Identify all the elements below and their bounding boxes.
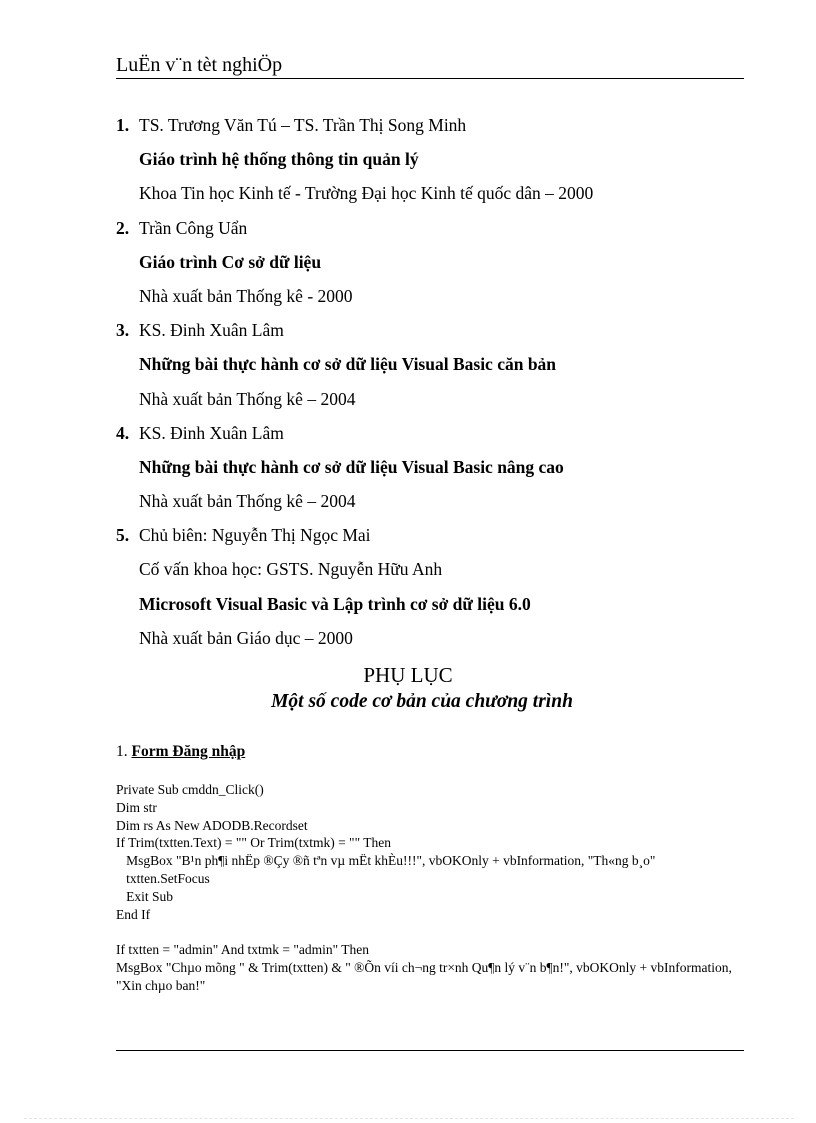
code-line: txtten.SetFocus [116,870,210,886]
reference-3-title-line [116,352,736,386]
reference-2-title-line [116,250,736,284]
appendix-title: PHỤ LỤC [363,663,453,687]
reference-3-number: 3. [116,320,130,341]
code-line: Private Sub cmddn_Click() [116,782,264,797]
reference-2-publisher: Nhà xuất bản Thống kê - 2000 [139,285,353,306]
reference-5-number: 5. [116,525,130,546]
code-line: Exit Sub [116,888,174,904]
reference-1-number: 1. [116,115,130,135]
reference-3-publisher: Nhà xuất bản Thống kê – 2004 [139,388,356,409]
reference-2-number: 2. [116,217,130,238]
header-divider [116,78,744,79]
code-line: If Trim(txtten.Text) = "" Or Trim(txtmk) = "" Then [116,835,391,851]
code-line: Dim rs As New ADODB.Recordset [116,817,308,833]
reference-4-publisher: Nhà xuất bản Thống kê – 2004 [139,491,356,512]
reference-3-author-line [116,318,736,352]
code-line: Dim str [116,799,157,815]
reference-5-title: Microsoft Visual Basic và Lập trình cơ sở dữ liệu 6.0 [139,593,531,614]
reference-1-author-line [116,113,736,147]
footer-divider [116,1050,744,1051]
reference-1-title: Giáo trình hệ thống thông tin quản lý [139,149,419,170]
code-line: End If [116,906,151,922]
section-title: Form Đăng nhập [131,743,246,760]
reference-1-title-line [116,147,736,181]
reference-4-number: 4. [116,422,130,443]
code-line: If txtten = "admin" And txtmk = "admin" Then [116,942,369,958]
reference-4-title: Những bài thực hành cơ sở dữ liệu Visual Basic nâng cao [139,456,564,477]
reference-1-author: TS. Trương Văn Tú – TS. Trần Thị Song Minh [139,115,467,135]
appendix-subtitle: Một số code cơ bản của chương trình [271,691,573,712]
code-line-blank [116,923,746,941]
reference-2-author-line [116,216,736,250]
running-header-title: LuËn v¨n tèt nghiÖp [116,54,283,76]
reference-5-title-line [116,592,736,626]
reference-2-author: Trần Công Uẩn [139,217,248,238]
reference-4-title-line [116,455,736,489]
reference-5-advisor: Cố vấn khoa học: GSTS. Nguyễn Hữu Anh [139,559,443,580]
code-line: MsgBox "B¹n ph¶i nhËp ®Çy ®ñ tªn vµ mËt khÈu!!!", vbOKOnly + vbInformation, "Th«ng b¸o" [116,853,656,869]
reference-5-author-line [116,523,736,557]
reference-3-title: Những bài thực hành cơ sở dữ liệu Visual Basic căn bản [139,354,557,375]
code-block [116,781,746,995]
reference-5-publisher: Nhà xuất bản Giáo dục – 2000 [139,627,353,648]
reference-3-author: KS. Đinh Xuân Lâm [139,320,284,341]
code-line: MsgBox "Chµo mõng " & Trim(txtten) & " ®Õn víi ch¬ng tr×nh Qu¶n lý v¨n b¶n!", vbOKOnly + vbInformation, "Xin chµo ban!" [116,959,732,993]
section-heading [116,742,245,762]
reference-list [116,113,736,660]
reference-4-author: KS. Đinh Xuân Lâm [139,422,284,443]
reference-5-author: Chủ biên: Nguyễn Thị Ngọc Mai [139,525,371,546]
page-edge [24,1118,794,1119]
section-number: 1. [116,743,128,760]
reference-4-author-line [116,421,736,455]
reference-1-publisher: Khoa Tin học Kinh tế - Trường Đại học Kinh tế quốc dân – 2000 [139,183,594,204]
reference-2-title: Giáo trình Cơ sở dữ liệu [139,251,322,272]
